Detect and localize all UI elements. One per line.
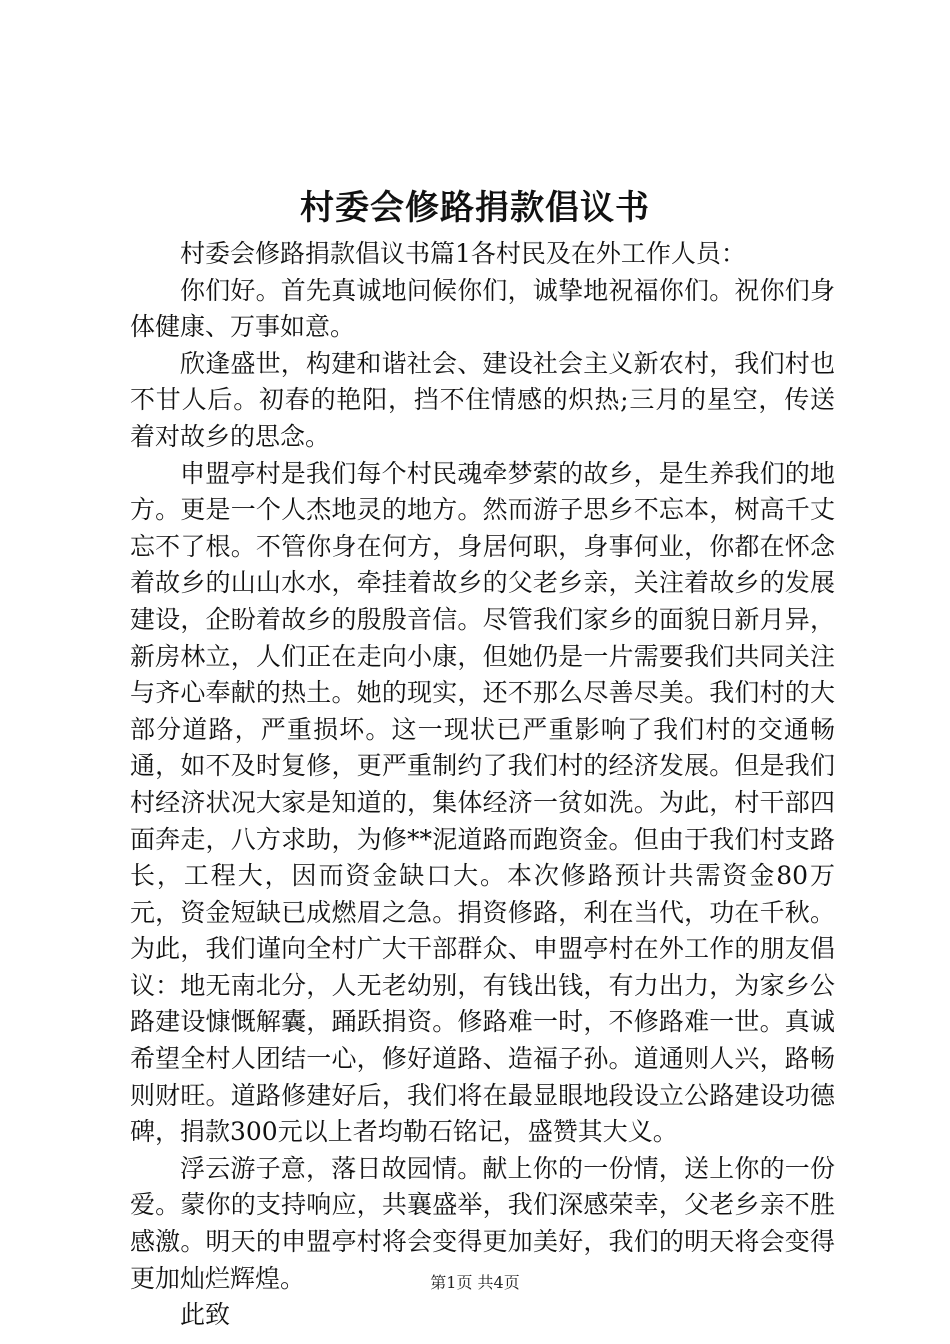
document-title: 村委会修路捐款倡议书: [300, 188, 650, 228]
paragraph-intro: 欣逢盛世，构建和谐社会、建设社会主义新农村，我们村也不甘人后。初春的艳阳，挡不住情感的炽热;三月的星空，传送着对故乡的思念。: [130, 348, 835, 451]
paragraph-main: 申盟亭村是我们每个村民魂牵梦萦的故乡，是生养我们的地方。更是一个人杰地灵的地方。然而游子思乡不忘本，树高千丈忘不了根。不管你身在何方，身居何职，身事何业，你都在怀念着故乡的山山水水，牵挂着故乡的父老乡亲，关注着故乡的发展建设，企盼着故乡的殷殷音信。尽管我们家乡的面貌日新月异，新房林立，人们正在走向小康，但她仍是一片需要我们共同关注与齐心奉献的热土。她的现实，还不那么尽善尽美。我们村的大部分道路，严重损坏。这一现状已严重影响了我们村的交通畅通，如不及时复修，更严重制约了我们村的经济发展。但是我们村经济状况大家是知道的，集体经济一贫如洗。为此，村干部四面奔走，八方求助，为修**泥道路而跑资金。但由于我们村支路长，工程大，因而资金缺口大。本次修路预计共需资金80万元，资金短缺已成燃眉之急。捐资修路，利在当代，功在千秋。为此，我们谨向全村广大干部群众、申盟亭村在外工作的朋友倡议：地无南北分，人无老幼别，有钱出钱，有力出力，为家乡公路建设慷慨解囊，踊跃捐资。修路难一时，不修路难一世。真诚希望全村人团结一心，修好道路、造福子孙。道通则人兴，路畅则财旺。道路修建好后，我们将在最显眼地段设立公路建设功德碑，捐款300元以上者均勒石铭记，盛赞其大义。: [130, 458, 835, 1147]
page-number-footer: 第1页 共4页: [430, 1273, 520, 1292]
paragraph-closing: 浮云游子意，落日故园情。献上你的一份情，送上你的一份爱。蒙你的支持响应，共襄盛举，我们深感荣幸，父老乡亲不胜感激。明天的申盟亭村将会变得更加美好，我们的明天将会变得更加灿烂辉煌。: [130, 1153, 835, 1293]
document-body: [130, 236, 835, 1334]
paragraph-salutation: 村委会修路捐款倡议书篇1各村民及在外工作人员：: [180, 239, 746, 268]
paragraph-greeting: 你们好。首先真诚地问候你们，诚挚地祝福你们。祝你们身体健康、万事如意。: [130, 275, 835, 342]
paragraph-regards: 此致: [180, 1300, 231, 1330]
